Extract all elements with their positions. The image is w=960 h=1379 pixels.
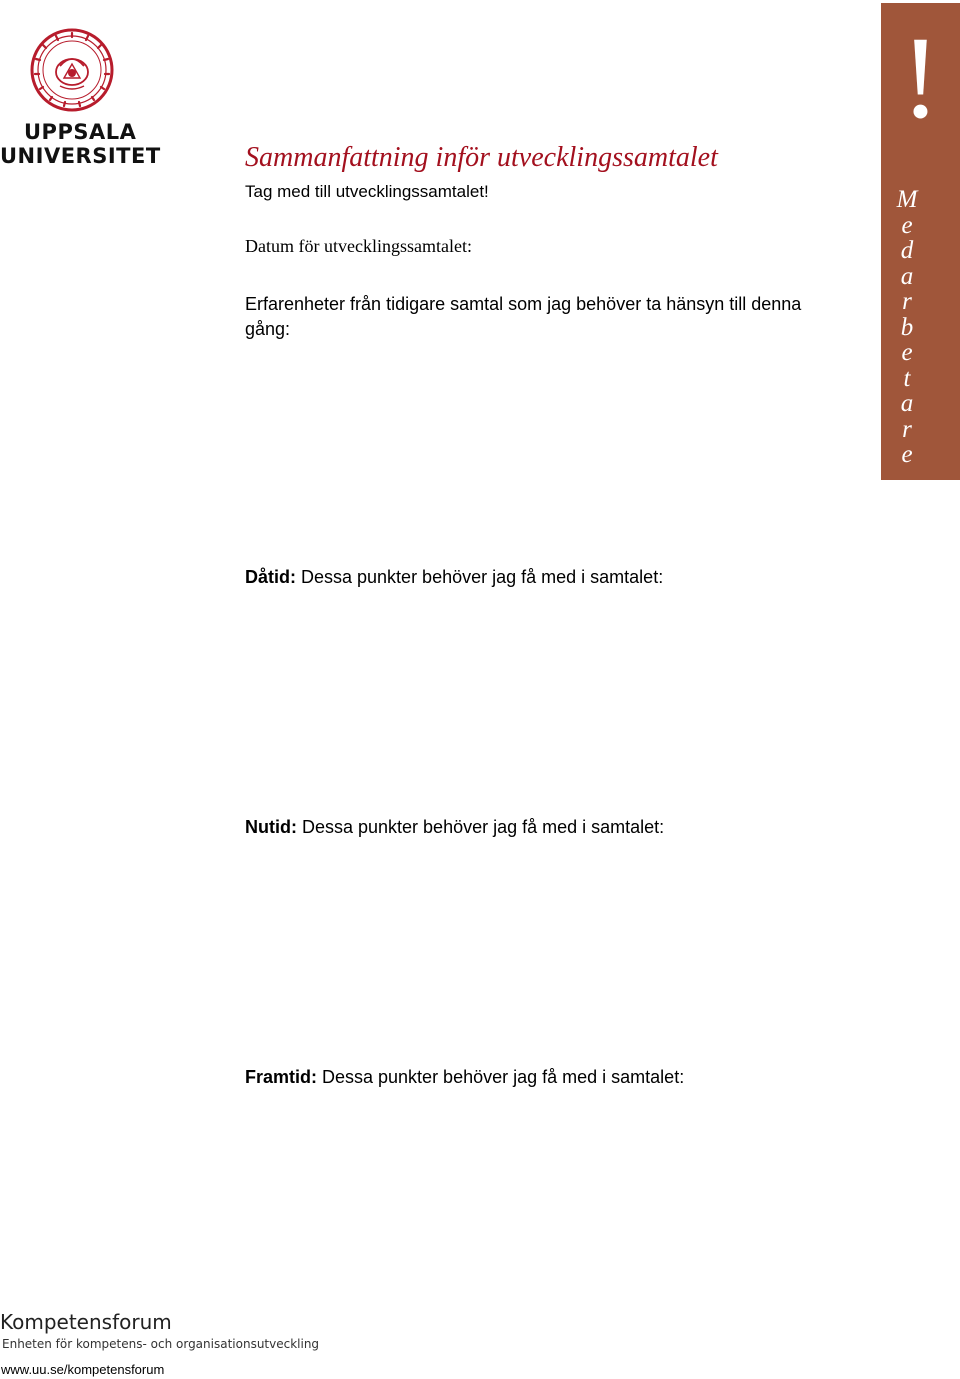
page-title: Sammanfattning inför utvecklingssamtalet (245, 142, 718, 173)
side-tab-letter: e (901, 339, 913, 366)
side-tab-letter: e (901, 211, 913, 239)
section-text: Dessa punkter behöver jag få med i samtalet: (296, 567, 664, 587)
footer-url[interactable]: www.uu.se/kompetensforum (1, 1362, 165, 1377)
footer-org-name: Kompetensforum (0, 1310, 172, 1334)
section-text: Dessa punkter behöver jag få med i samtalet: (296, 817, 665, 837)
side-tab-letter: t (903, 364, 911, 392)
logo-line-2: UNIVERSITET (0, 144, 161, 168)
side-tab-letter: M (896, 186, 918, 213)
section-text: Dessa punkter behöver jag få med i samtalet: (317, 1067, 685, 1087)
logo-line-1: UPPSALA (24, 120, 137, 144)
section-label: Dåtid: (245, 567, 296, 587)
side-tab-letters (881, 187, 933, 468)
university-seal-icon (30, 28, 114, 112)
side-tab-exclamation: ! (900, 12, 941, 143)
side-tab-letter: r (902, 288, 912, 315)
side-tab-letter: r (902, 415, 912, 443)
side-tab-letter: a (900, 390, 914, 417)
footer-unit-name: Enheten för kompetens- och organisationsutveckling (2, 1337, 320, 1351)
datum-field-label: Datum för utvecklingssamtalet: (245, 236, 472, 256)
section-label: Framtid: (245, 1067, 317, 1087)
logo-wordmark (0, 120, 161, 168)
section-framtid (245, 1067, 684, 1088)
side-tab-letter: a (900, 262, 914, 290)
section-nutid (245, 817, 664, 838)
page-subtitle: Tag med till utvecklingssamtalet! (245, 182, 489, 201)
side-tab-letter: b (900, 313, 914, 341)
side-tab-medarbetare (881, 3, 960, 480)
side-tab-letter: d (900, 237, 914, 264)
side-tab-letter: e (901, 441, 913, 468)
section-label: Nutid: (245, 817, 297, 837)
section-datid (245, 567, 663, 588)
experience-field-label: Erfarenheter från tidigare samtal som jag behöver ta hänsyn till denna gång: (245, 294, 802, 339)
